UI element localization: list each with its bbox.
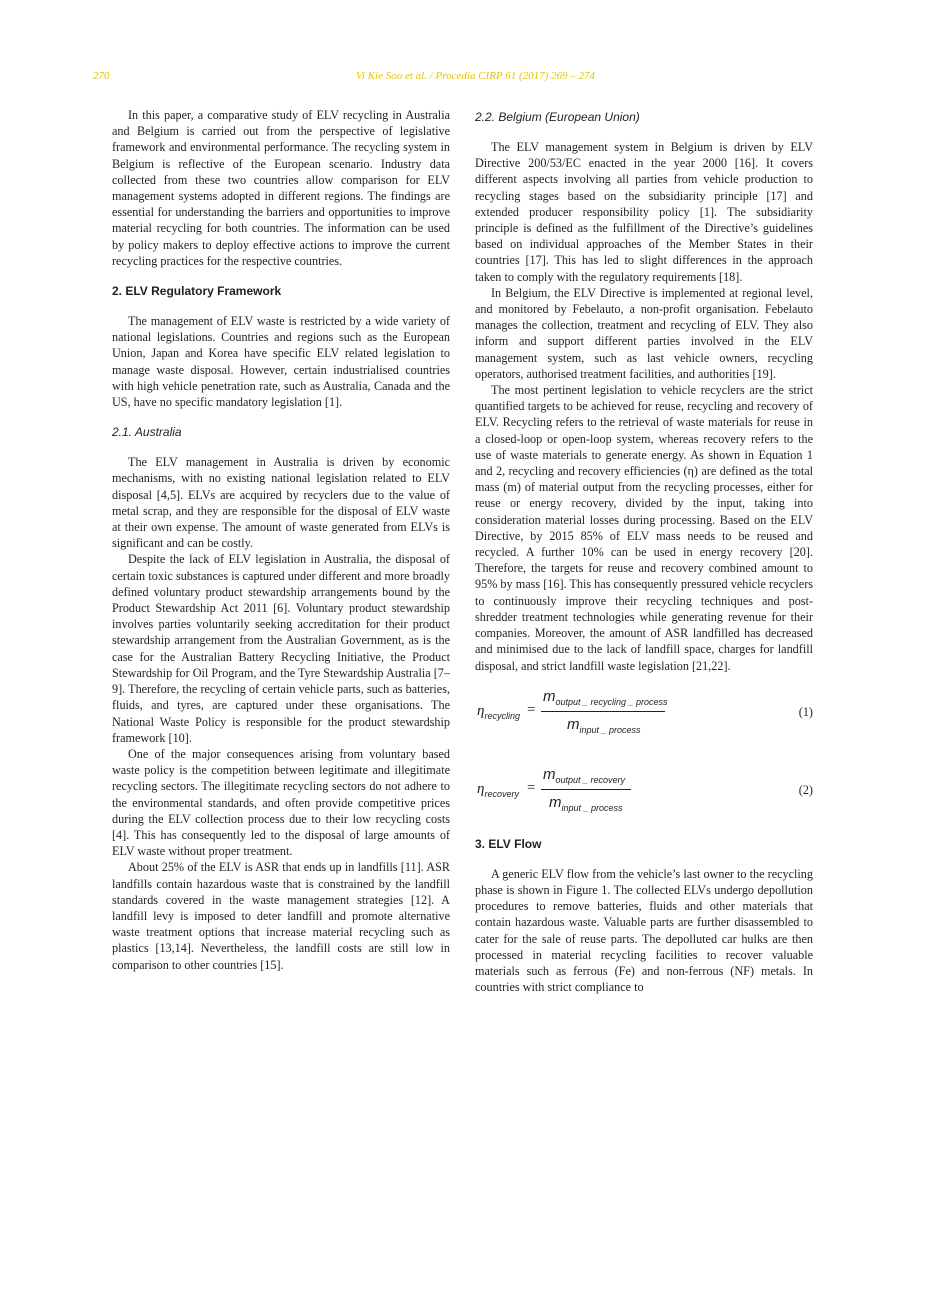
equation-1 [475,688,813,740]
australia-paragraph-1: The ELV management in Australia is driven by economic mechanisms, with no existing national legislation related to ELV disposal [4,5]. ELVs are acquired by recyclers due to the value of metal scrap, and they are responsible for the disposal of ELV waste at their own expense. The amount of waste generated from ELVs is significant and can be costly. [112,455,450,551]
right-column [475,107,813,995]
belgium-paragraph-1: The ELV management system in Belgium is driven by ELV Directive 200/53/EC enacted in the year 2000 [16]. It covers different aspects involving all parties from vehicle production to recycling stages based on the subsidiarity principle [17] and extended producer responsibility policy [1]. The subsidiarity principle is defined as the fulfillment of the Directive’s guidelines based on individual approaches of the Member States in their countries [17]. This has led to slight differences in the approach taken to comply with the regulatory requirements [18]. [475,140,813,284]
eq2-lhs: $\eta_{recovery}$ [477,780,519,799]
section-2-2-heading: 2.2. Belgium (European Union) [475,110,640,124]
running-header [0,70,925,84]
australia-paragraph-4: About 25% of the ELV is ASR that ends up in landfills [11]. ASR landfills contain hazardous waste that is constrained by the landfill standards covered in the waste management strategies [12]. A landfill levy is imposed to deter landfill and promote alternative waste treatment options that increase material recycling such as plastics [13,14]. Nevertheless, the landfill costs are still low in comparison to other countries [15]. [112,860,450,972]
australia-paragraph-2: Despite the lack of ELV legislation in Australia, the disposal of certain toxic substances is captured under different and more broadly defined voluntary product stewardship arrangements bound by the Product Stewardship Act 2011 [6]. Voluntary product stewardship involves parties voluntarily seeking accreditation for their product stewardship arrangement from the Australian Government, as is the case for the Australian Battery Recycling Initiative, the Product Stewardship for Oil Program, and the Tyre Stewardship Australia [7–9]. Therefore, the recycling of certain vehicle parts, such as batteries, fluids, and tyres, are captured under these organisations. The National Waste Policy is responsible for the product stewardship framework [10]. [112,552,450,745]
eq1-denominator: $m_{input \_ process}$ [567,715,641,735]
eq1-equals: = [527,701,536,718]
section-2-heading: 2. ELV Regulatory Framework [112,284,282,299]
eq2-equals: = [527,779,536,796]
eq1-numerator: $m_{output \_ recycling \_ process}$ [543,687,668,707]
journal-citation: Vi Kie Soo et al. / Procedia CIRP 61 (2017) 269 – 274 [356,70,596,82]
eq2-denominator: $m_{input \_ process}$ [549,793,623,813]
section-3-heading: 3. ELV Flow [475,836,542,851]
left-column [112,107,450,973]
page-number: 270 [93,70,110,82]
section-2-paragraph: The management of ELV waste is restricted by a wide variety of national legislations. Countries and regions such as the European Union, Japan and Korea have specific ELV related legislation to manage waste disposal. However, certain industrialised countries with high vehicle penetration rate, such as Australia, Canada and the US, have no specific mandatory legislation [1]. [112,314,450,410]
eq1-lhs: $\eta_{recycling}$ [477,702,520,721]
australia-paragraph-3: One of the major consequences arising from voluntary based waste policy is the competition between legitimate and illegitimate recycling sectors. The illegitimate recycling sectors do not adhere to the environmental standards, and often provide competitive prices during the ELV collection process due to their low recycling costs [4]. This has consequently led to the disposal of large amounts of ELV waste without proper treatment. [112,746,450,859]
eq2-numerator: $m_{output \_ recovery}$ [543,765,626,785]
intro-paragraph: In this paper, a comparative study of ELV recycling in Australia and Belgium is carried out from the perspective of legislative framework and environmental performance. The recycling system in Belgium is reflective of the European scenario. Industry data collected from these two countries allow comparison for ELV management systems adopted in different regions. The findings are essential for understanding the barriers and opportunities to improve material recycling for both countries. The information can be used by policy makers to deploy effective actions to improve the current recycling practices for the respective countries. [112,108,450,268]
belgium-paragraph-2: In Belgium, the ELV Directive is implemented at regional level, and monitored by Febelauto, a non-profit organisation. Febelauto manages the collection, treatment and recycling of ELV. They also inform and support different parties involved in the ELV management system, such as last vehicle owners, recycling operators, authorised treatment facilities, and authorities [19]. [475,285,813,381]
belgium-paragraph-3: The most pertinent legislation to vehicle recyclers are the strict quantified targets to be achieved for reuse, recycling and recovery of ELV. Recycling refers to the retrieval of waste materials for reuse in a closed-loop or open-loop system, whereas recovery refers to the use of waste materials to generate energy. As shown in Equation 1 and 2, recycling and recovery efficiencies (η) are defined as the total mass (m) of material output from the recycling processes, either for reuse or energy recovery, divided by the input, taking into consideration material losses during processing. Based on the ELV Directive, by 2015 85% of ELV mass needs to be reused and recycled. A further 10% can be used in energy recovery [20]. Therefore, the targets for reuse and recovery combined amount to 95% by mass [16]. This has consequently pressured vehicle recyclers to continuously improve their recycling techniques and post-shredder treatment technologies while generating revenue for their companies. Moreover, the amount of ASR landfilled has decreased and minimised due to the lack of landfill space, charges for landfill disposal, and strict landfill waste legislation [21,22]. [475,383,813,673]
elv-flow-paragraph: A generic ELV flow from the vehicle’s last owner to the recycling phase is shown in Figure 1. The collected ELVs undergo depollution procedures to remove batteries, fluids and other materials that contain hazardous waste. Valuable parts are further disassembled to cater for the sale of reuse parts. The depolluted car hulks are then processed in material recycling facilities to recover valuable materials such as ferrous (Fe) and non-ferrous (NF) metals. In countries with strict compliance to [475,866,813,995]
eq2-number: (2) [798,782,813,797]
eq2-fraction-bar [541,789,631,790]
eq1-number: (1) [798,704,813,719]
equation-2 [475,766,813,818]
eq1-fraction-bar [541,711,665,712]
section-2-1-heading: 2.1. Australia [112,425,182,440]
